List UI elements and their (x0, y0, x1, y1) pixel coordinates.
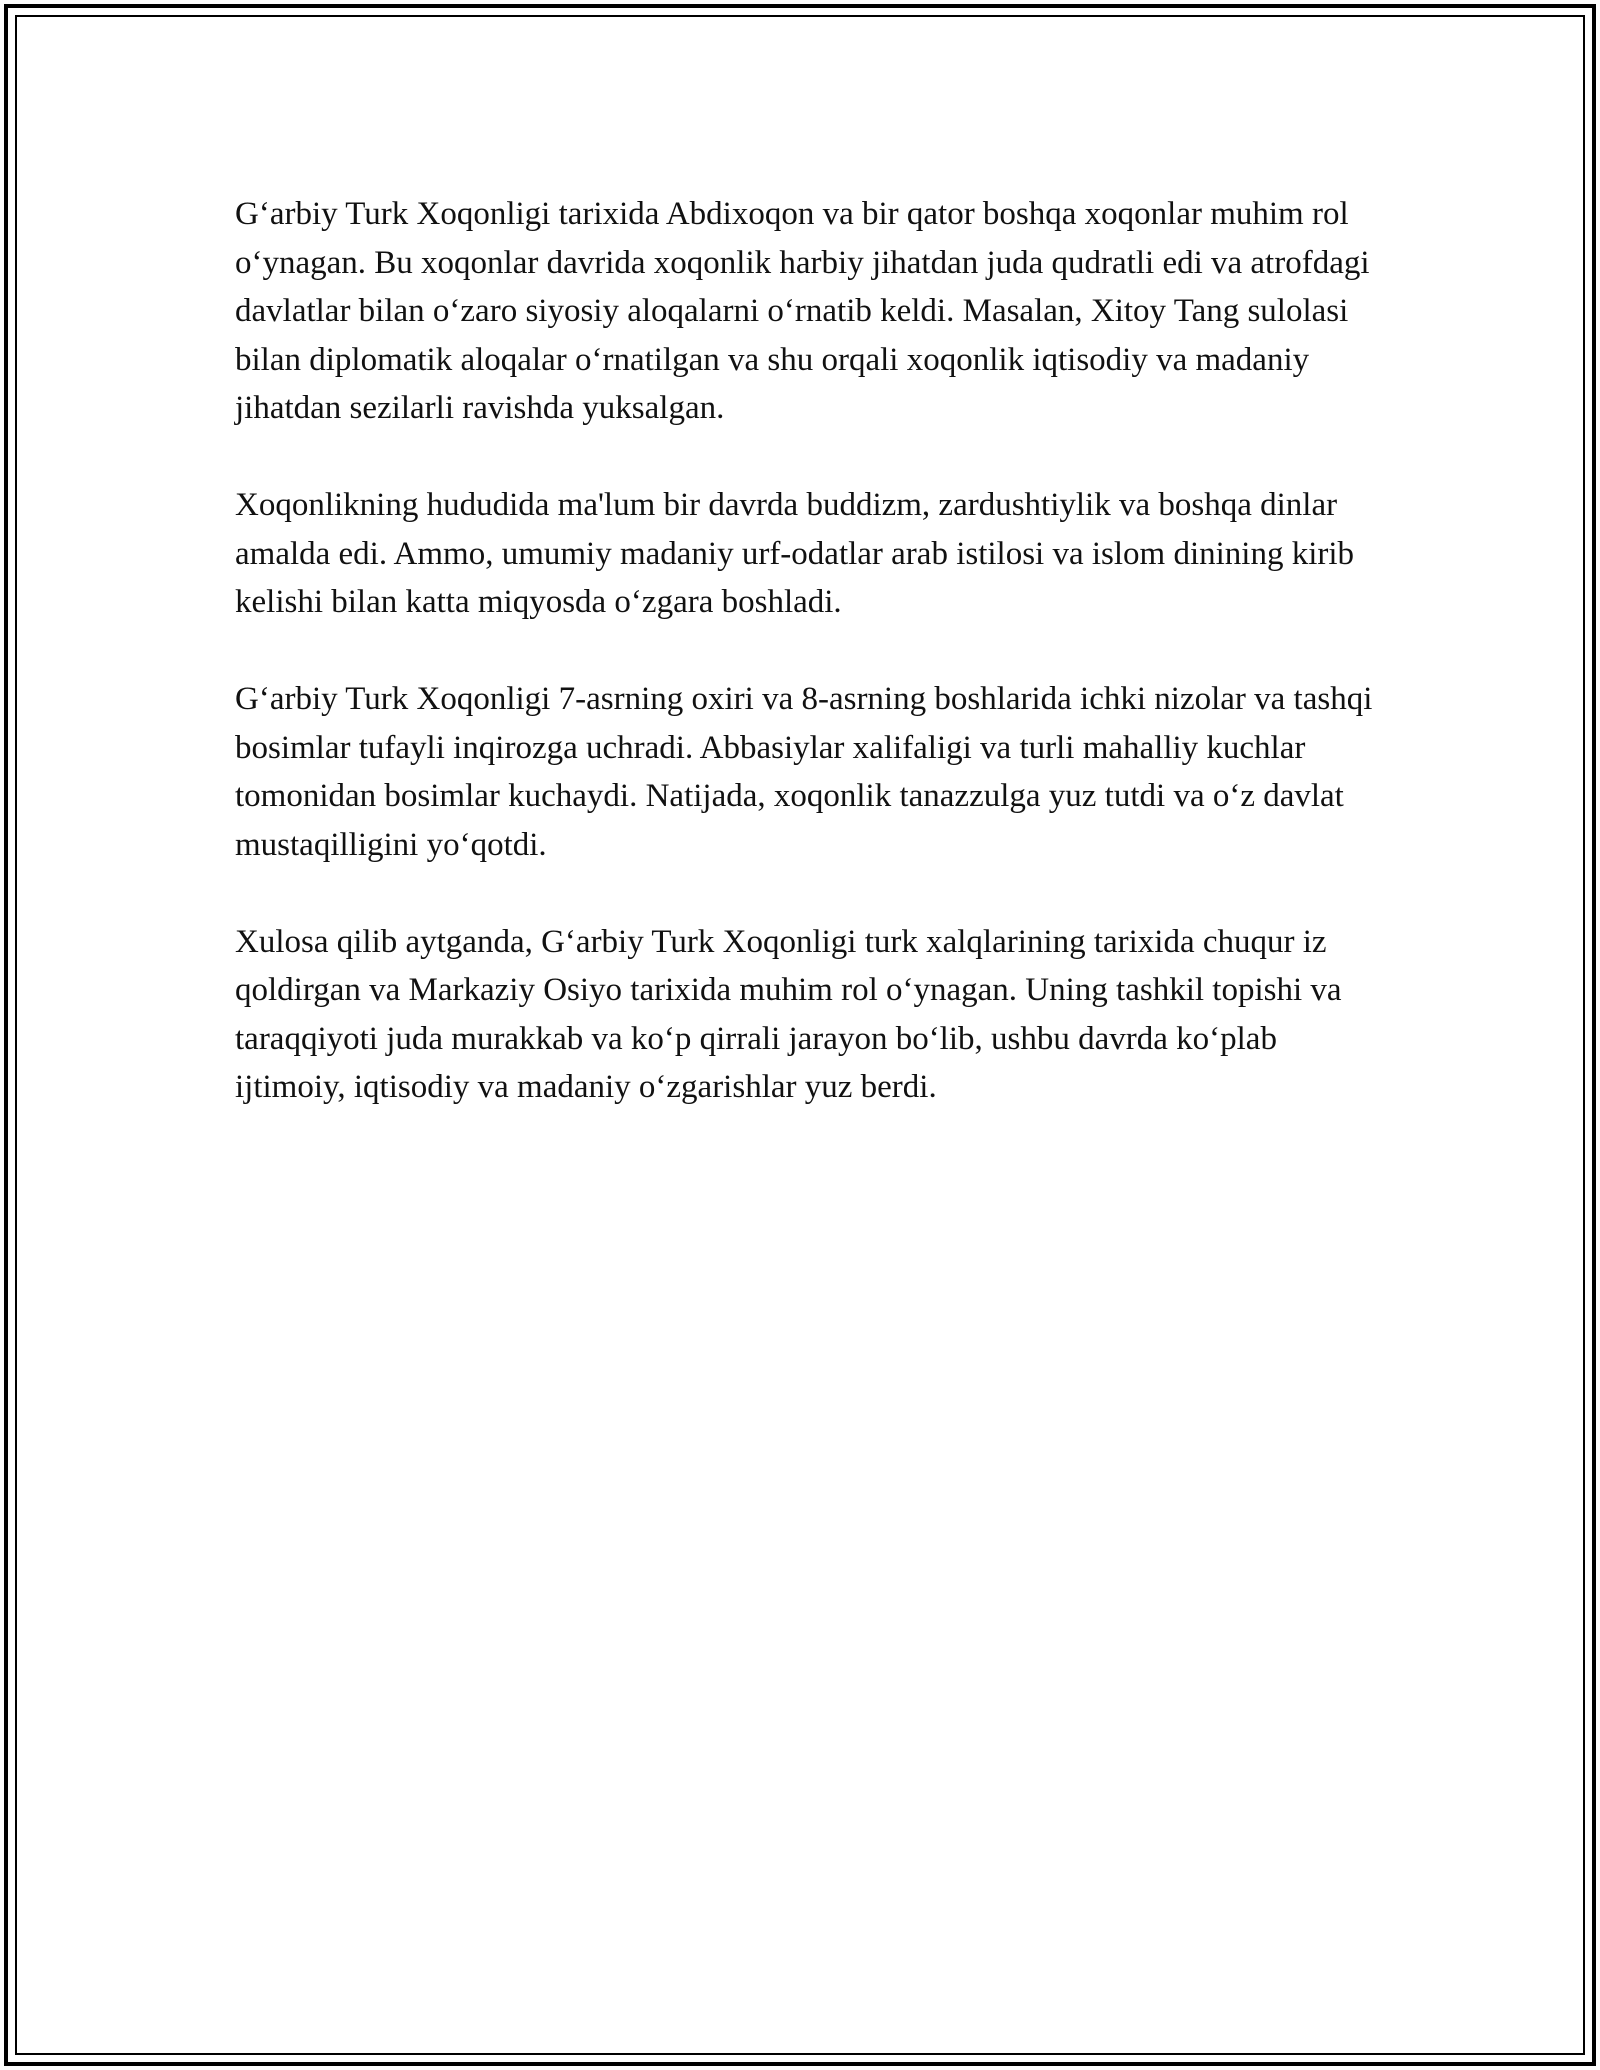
paragraph-2: Xoqonlikning hududida ma'lum bir davrda buddizm, zardushtiylik va boshqa dinlar amalda edi. Ammo, umumiy madaniy urf-odatlar arab istilosi va islom dinining kirib kelishi bilan katta miqyosda o‘zgara boshladi. (235, 487, 1355, 620)
paragraph-1: G‘arbiy Turk Xoqonligi tarixida Abdixoqon va bir qator boshqa xoqonlar muhim rol o‘ynagan. Bu xoqonlar davrida xoqonlik harbiy jihatdan juda qudratli edi va atrofdagi davlatlar bilan o‘zaro siyosiy aloqalarni o‘rnatib keldi. Masalan, Xitoy Tang sulolasi bilan diplomatik aloqalar o‘rnatilgan va shu orqali xoqonlik iqtisodiy va madaniy jihatdan sezilarli ravishda yuksalgan. (235, 196, 1370, 426)
paragraph-3: G‘arbiy Turk Xoqonligi 7-asrning oxiri va 8-asrning boshlarida ichki nizolar va tashqi bosimlar tufayli inqirozga uchradi. Abbasiylar xalifaligi va turli mahalliy kuchlar tomonidan bosimlar kuchaydi. Natijada, xoqonlik tanazzulga yuz tutdi va o‘z davlat mustaqilligini yo‘qotdi. (235, 681, 1373, 863)
paragraph-4: Xulosa qilib aytganda, G‘arbiy Turk Xoqonligi turk xalqlarining tarixida chuqur iz qoldirgan va Markaziy Osiyo tarixida muhim rol o‘ynagan. Uning tashkil topishi va taraqqiyoti juda murakkab va ko‘p qirrali jarayon bo‘lib, ushbu davrda ko‘plab ijtimoiy, iqtisodiy va madaniy o‘zgarishlar yuz berdi. (235, 923, 1342, 1105)
document-body (235, 190, 1395, 1112)
